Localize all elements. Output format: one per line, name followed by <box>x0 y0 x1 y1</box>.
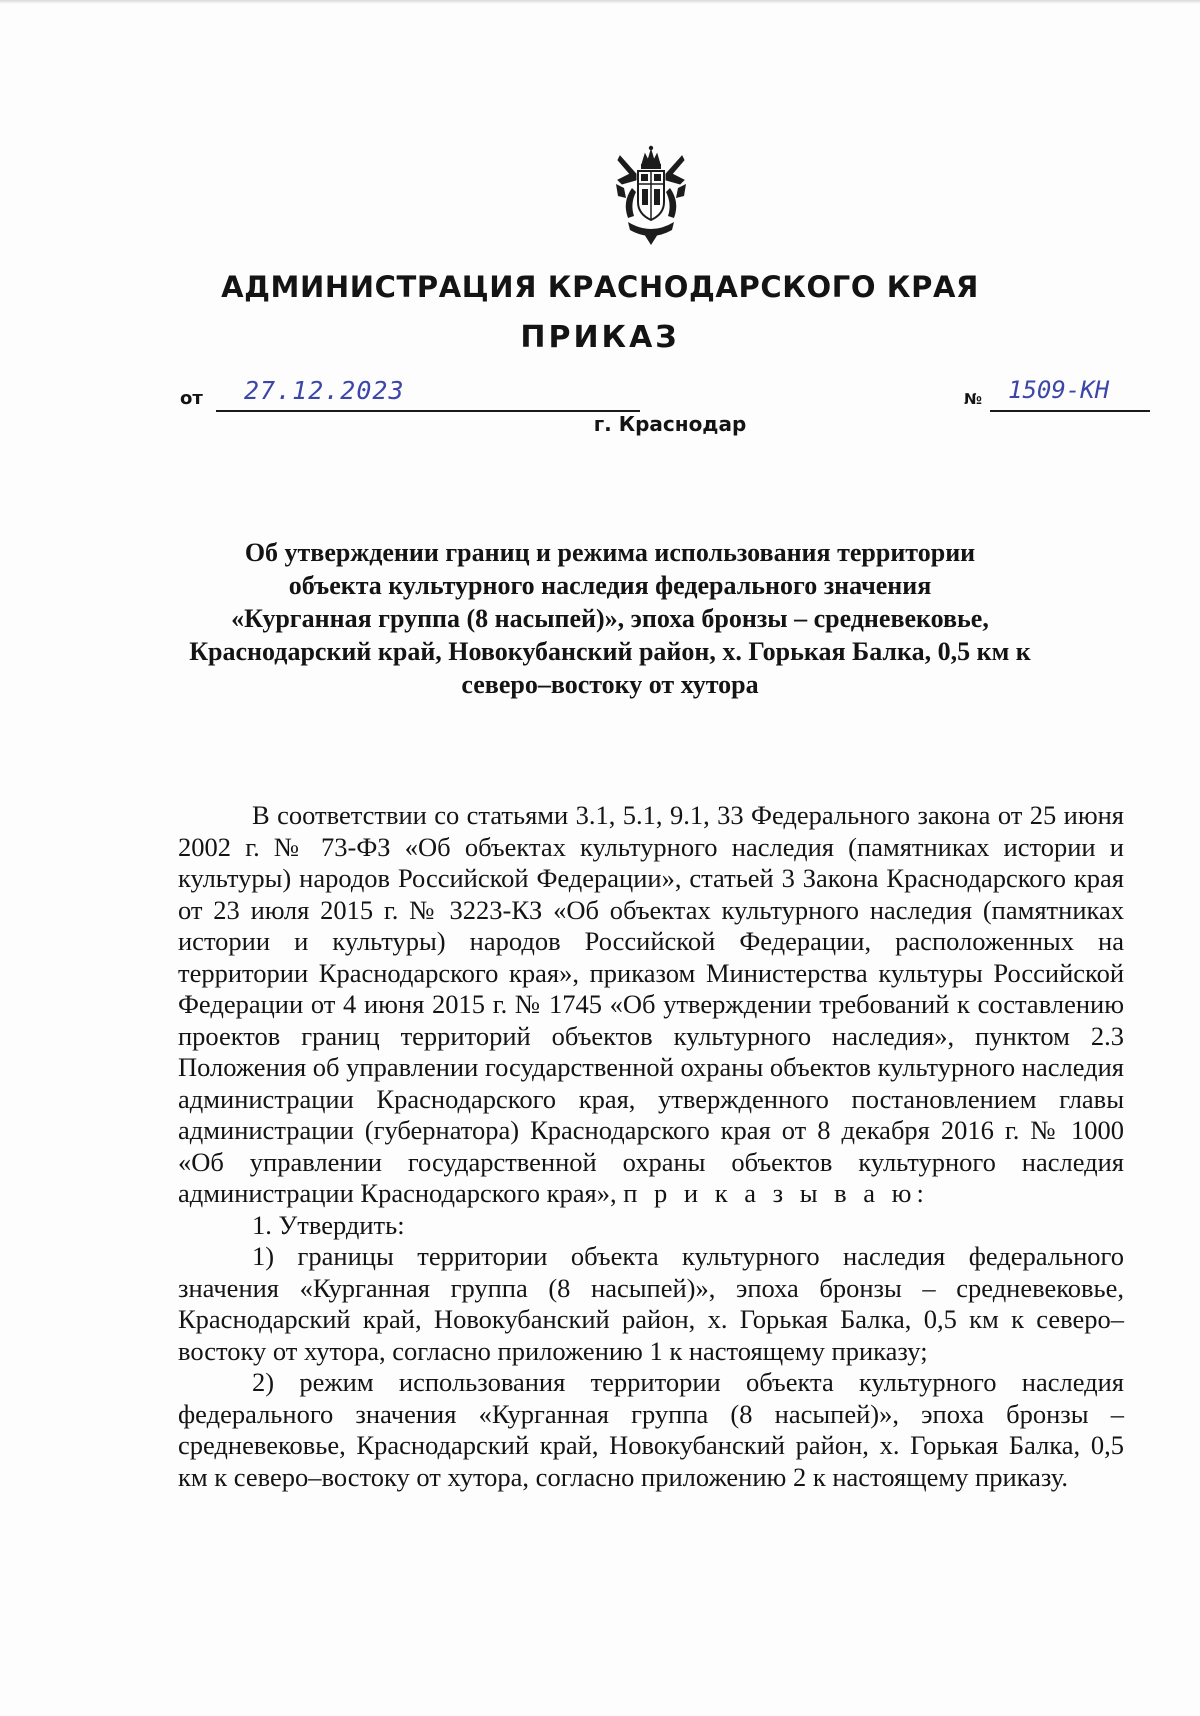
city-line: г. Краснодар <box>593 412 747 436</box>
subject-line: Краснодарский край, Новокубанский район, х. Горькая Балка, 0,5 км к <box>189 637 1031 666</box>
date-prefix: от <box>180 388 203 409</box>
number-underline <box>990 410 1150 412</box>
subject-line: северо–востоку от хутора <box>461 670 759 699</box>
date-field <box>180 376 460 414</box>
number-prefix: № <box>964 390 983 408</box>
subject-line: Об утверждении границ и режима использования территории <box>244 538 976 567</box>
item-1-subitem-2: 2) режим использования территории объекта культурного наследия федерального значения «Курганная группа (8 насыпей)», эпоха бронзы – средневековье, Краснодарский край, Новокубанский район, х. Горькая Балка, 0,5 км к северо–востоку от хутора, согласно приложению 2 к настоящему приказу. <box>178 1367 1124 1492</box>
handwritten-number: 1509-КН <box>1008 376 1110 404</box>
preamble-paragraph <box>178 800 1124 1210</box>
coat-of-arms-icon <box>614 144 688 246</box>
subject-line: объекта культурного наследия федерального значения <box>288 571 932 600</box>
item-1-heading: 1. Утвердить: <box>252 1209 405 1240</box>
preamble-text: В соответствии со статьями 3.1, 5.1, 9.1, 33 Федерального закона от 25 июня 2002 г. № 73-ФЗ «Об объектах культурного наследия (памятниках истории и культуры) народов Российской Федерации», статьей 3 Закона Краснодарского края от 23 июля 2015 г. № 3223-КЗ «Об объектах культурного наследия (памятниках истории и культуры) народов Российской Федерации, расположенных на территории Краснодарского края», приказом Министерства культуры Российской Федерации от 4 июня 2015 г. № 1745 «Об утверждении требований к составлению проектов границ территорий объектов культурного наследия», пунктом 2.3 Положения об управлении государственной охраны объектов культурного наследия администрации Краснодарского края, утвержденного постановлением главы администрации (губернатора) Краснодарского края от 8 декабря 2016 г. № 1000 «Об управлении государственной охраны объектов культурного наследия администрации Краснодарского края», <box>178 800 1124 1208</box>
preamble-action: п р и к а з ы в а ю: <box>623 1178 929 1208</box>
handwritten-date: 27.12.2023 <box>244 376 405 405</box>
subject-line: «Курганная группа (8 насыпей)», эпоха бронзы – средневековье, <box>231 604 989 633</box>
scan-edge <box>0 0 1200 4</box>
item-1-subitem-1: 1) границы территории объекта культурного наследия федерального значения «Курганная группа (8 насыпей)», эпоха бронзы – средневековье, Краснодарский край, Новокубанский район, х. Горькая Балка, 0,5 км к северо–востоку от хутора, согласно приложению 1 к настоящему приказу; <box>178 1241 1124 1366</box>
organization-title: АДМИНИСТРАЦИЯ КРАСНОДАРСКОГО КРАЯ <box>221 270 979 304</box>
order-body <box>178 800 1124 1493</box>
order-subject <box>180 536 1040 701</box>
number-field <box>964 376 1154 414</box>
document-type: ПРИКАЗ <box>520 320 680 355</box>
